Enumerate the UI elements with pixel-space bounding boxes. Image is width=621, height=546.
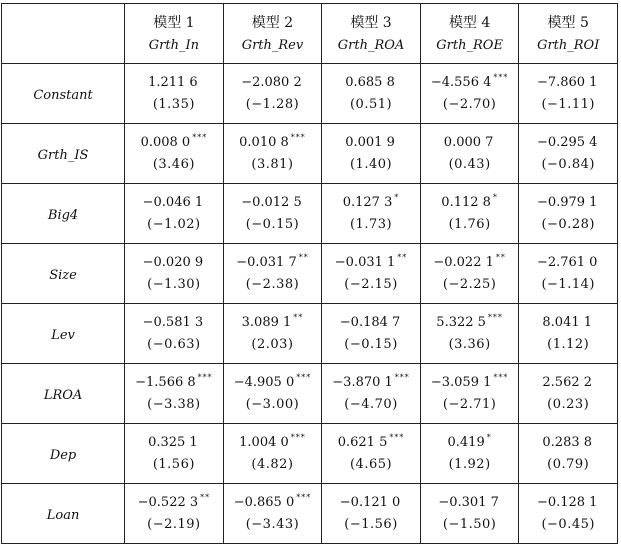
significance-stars: *** — [290, 433, 306, 443]
table-body — [2, 4, 618, 544]
coefficient-value: −2.080 2 — [241, 74, 302, 90]
coefficient-line — [519, 134, 617, 152]
significance-stars: *** — [296, 493, 312, 503]
coefficient-value: 0.419 — [447, 434, 485, 450]
coefficient-value: 5.322 5 — [436, 314, 486, 330]
coefficient-value: 1.211 6 — [148, 74, 198, 90]
table-row — [2, 124, 618, 184]
t-statistic: (4.82) — [251, 456, 294, 472]
coefficient-line — [421, 374, 519, 392]
coefficient-value: 0.127 3 — [342, 194, 393, 210]
t-statistic: (−4.70) — [344, 396, 398, 412]
table-row — [2, 244, 618, 304]
t-statistic: (−3.43) — [245, 516, 300, 532]
estimate-cell — [420, 484, 519, 544]
coefficient-line — [224, 134, 322, 152]
estimate-cell — [125, 244, 224, 304]
coefficient-value: 2.562 2 — [542, 374, 593, 390]
t-statistic: (−0.63) — [147, 336, 201, 352]
t-statistic: (3.36) — [448, 336, 491, 352]
t-statistic: (3.46) — [152, 156, 195, 172]
coefficient-value: −2.761 0 — [536, 254, 598, 270]
coefficient-line — [224, 434, 322, 452]
significance-stars: * — [394, 193, 400, 203]
estimate-cell — [223, 364, 322, 424]
variable-name: Lev — [51, 328, 75, 343]
dependent-variable: Grth_Rev — [241, 37, 304, 53]
coefficient-value: 0.325 1 — [148, 434, 198, 450]
t-statistic: (1.76) — [448, 216, 491, 232]
coefficient-line — [421, 434, 519, 452]
coefficient-line — [224, 254, 322, 272]
t-statistic: (−0.45) — [541, 516, 595, 532]
estimate-cell — [322, 484, 421, 544]
estimate-cell — [519, 364, 618, 424]
coefficient-value: −4.556 4 — [430, 74, 492, 90]
model-title: 模型 5 — [547, 14, 589, 31]
t-statistic: (1.40) — [349, 156, 393, 172]
coefficient-line — [322, 74, 420, 92]
coefficient-line — [224, 194, 322, 212]
coefficient-value: −0.128 1 — [536, 494, 598, 510]
estimate-cell — [519, 64, 618, 124]
coefficient-value: 3.089 1 — [241, 314, 292, 330]
coefficient-line — [125, 194, 223, 212]
coefficient-line — [224, 374, 322, 392]
coefficient-value: −0.031 7 — [236, 254, 297, 270]
estimate-cell — [223, 424, 322, 484]
significance-stars: *** — [290, 133, 306, 143]
estimate-cell — [223, 244, 322, 304]
coefficient-line — [519, 194, 617, 212]
coefficient-line — [421, 194, 519, 212]
variable-name: Dep — [49, 448, 77, 463]
coefficient-line — [519, 314, 617, 332]
coefficient-value: −0.865 0 — [233, 494, 295, 510]
significance-stars: *** — [487, 313, 503, 323]
coefficient-value: −0.301 7 — [438, 494, 499, 510]
coefficient-line — [519, 254, 617, 272]
estimate-cell — [322, 364, 421, 424]
coefficient-value: 0.112 8 — [441, 194, 491, 210]
coefficient-value: 0.621 5 — [337, 434, 388, 450]
estimate-cell — [322, 304, 421, 364]
variable-name-cell — [2, 424, 125, 484]
estimate-cell — [519, 124, 618, 184]
model-header — [125, 4, 224, 64]
coefficient-value: −0.022 1 — [433, 254, 494, 270]
significance-stars: ** — [298, 253, 309, 263]
t-statistic: (0.51) — [349, 96, 393, 112]
variable-name: Size — [49, 268, 77, 283]
variable-name: Constant — [33, 88, 93, 103]
significance-stars: *** — [389, 433, 405, 443]
coefficient-value: 8.041 1 — [542, 314, 593, 330]
variable-name-cell — [2, 364, 125, 424]
t-statistic: (−2.71) — [442, 396, 497, 412]
significance-stars: * — [492, 193, 498, 203]
table-row — [2, 64, 618, 124]
variable-name-cell — [2, 304, 125, 364]
estimate-cell — [125, 64, 224, 124]
t-statistic: (−0.15) — [344, 336, 398, 352]
coefficient-line — [322, 134, 420, 152]
t-statistic: (2.03) — [251, 336, 294, 352]
estimate-cell — [420, 364, 519, 424]
coefficient-line — [125, 74, 223, 92]
estimate-cell — [322, 184, 421, 244]
coefficient-line — [322, 374, 420, 392]
coefficient-line — [125, 434, 223, 452]
variable-name: Grth_IS — [37, 148, 89, 163]
coefficient-line — [125, 134, 223, 152]
t-statistic: (−1.30) — [147, 276, 201, 292]
table-row — [2, 424, 618, 484]
estimate-cell — [223, 124, 322, 184]
significance-stars: ** — [293, 313, 304, 323]
coefficient-line — [519, 74, 617, 92]
dependent-variable: Grth_ROI — [537, 37, 600, 53]
coefficient-value: −0.979 1 — [536, 194, 598, 210]
table-row — [2, 484, 618, 544]
coefficient-line — [322, 434, 420, 452]
t-statistic: (0.43) — [448, 156, 491, 172]
coefficient-value: −0.522 3 — [137, 494, 199, 510]
variable-name-cell — [2, 244, 125, 304]
t-statistic: (1.73) — [349, 216, 393, 232]
model-title: 模型 2 — [251, 14, 294, 31]
coefficient-value: 0.685 8 — [345, 74, 395, 90]
t-statistic: (−3.00) — [245, 396, 300, 412]
coefficient-value: 0.283 8 — [542, 434, 593, 450]
coefficient-value: −4.905 0 — [233, 374, 295, 390]
coefficient-value: −1.566 8 — [135, 374, 196, 390]
coefficient-value: −0.012 5 — [241, 194, 302, 210]
significance-stars: *** — [296, 373, 312, 383]
header-row — [2, 4, 618, 64]
estimate-cell — [125, 184, 224, 244]
t-statistic: (1.92) — [448, 456, 491, 472]
coefficient-line — [125, 494, 223, 512]
variable-name-cell — [2, 484, 125, 544]
estimate-cell — [125, 124, 224, 184]
significance-stars: *** — [493, 73, 509, 83]
t-statistic: (−2.25) — [442, 276, 497, 292]
model-header — [223, 4, 322, 64]
coefficient-line — [421, 254, 519, 272]
coefficient-line — [125, 374, 223, 392]
model-header — [420, 4, 519, 64]
significance-stars: ** — [200, 493, 211, 503]
coefficient-line — [224, 74, 322, 92]
dependent-variable: Grth_ROE — [436, 37, 503, 53]
coefficient-value: −0.046 1 — [142, 194, 204, 210]
t-statistic: (0.23) — [547, 396, 590, 412]
estimate-cell — [420, 124, 519, 184]
t-statistic: (−0.15) — [245, 216, 300, 232]
estimate-cell — [125, 364, 224, 424]
estimate-cell — [519, 244, 618, 304]
estimate-cell — [223, 64, 322, 124]
estimate-cell — [223, 304, 322, 364]
dependent-variable: Grth_ROA — [337, 37, 405, 53]
significance-stars: ** — [397, 253, 408, 263]
t-statistic: (−2.19) — [147, 516, 201, 532]
t-statistic: (−2.15) — [344, 276, 398, 292]
coefficient-line — [322, 194, 420, 212]
coefficient-line — [519, 494, 617, 512]
estimate-cell — [420, 244, 519, 304]
estimate-cell — [125, 304, 224, 364]
t-statistic: (3.81) — [251, 156, 294, 172]
coefficient-value: 0.008 0 — [140, 134, 191, 150]
coefficient-line — [519, 374, 617, 392]
estimate-cell — [519, 304, 618, 364]
table-row — [2, 364, 618, 424]
variable-name: Big4 — [47, 208, 79, 223]
model-header — [519, 4, 618, 64]
estimate-cell — [519, 484, 618, 544]
estimate-cell — [322, 424, 421, 484]
estimate-cell — [322, 64, 421, 124]
estimate-cell — [420, 184, 519, 244]
variable-name: Loan — [46, 508, 80, 523]
estimate-cell — [420, 64, 519, 124]
estimate-cell — [420, 424, 519, 484]
t-statistic: (−0.84) — [541, 156, 595, 172]
coefficient-value: −0.020 9 — [142, 254, 204, 270]
coefficient-line — [421, 134, 519, 152]
estimate-cell — [125, 484, 224, 544]
estimate-cell — [223, 484, 322, 544]
variable-name-cell — [2, 124, 125, 184]
coefficient-value: −0.121 0 — [339, 494, 401, 510]
table-row — [2, 184, 618, 244]
t-statistic: (−1.50) — [442, 516, 497, 532]
coefficient-value: −0.184 7 — [339, 314, 401, 330]
coefficient-line — [224, 314, 322, 332]
coefficient-line — [224, 494, 322, 512]
model-title: 模型 3 — [350, 14, 392, 31]
coefficient-value: 0.010 8 — [239, 134, 289, 150]
significance-stars: ** — [495, 253, 506, 263]
coefficient-line — [125, 254, 223, 272]
estimate-cell — [519, 184, 618, 244]
dependent-variable: Grth_In — [148, 37, 199, 53]
coefficient-value: −3.059 1 — [430, 374, 492, 390]
variable-name-cell — [2, 64, 125, 124]
t-statistic: (−1.14) — [541, 276, 595, 292]
model-title: 模型 4 — [448, 14, 491, 31]
coefficient-value: −0.581 3 — [142, 314, 204, 330]
t-statistic: (−3.38) — [147, 396, 201, 412]
significance-stars: *** — [197, 373, 213, 383]
coefficient-line — [322, 254, 420, 272]
significance-stars: * — [486, 433, 492, 443]
variable-name: LROA — [43, 388, 83, 403]
significance-stars: *** — [192, 133, 208, 143]
t-statistic: (1.56) — [152, 456, 195, 472]
coefficient-value: −0.295 4 — [536, 134, 598, 150]
coefficient-value: 1.004 0 — [239, 434, 289, 450]
model-title: 模型 1 — [153, 14, 195, 31]
t-statistic: (−1.11) — [541, 96, 595, 112]
coefficient-value: −3.870 1 — [332, 374, 393, 390]
significance-stars: *** — [394, 373, 410, 383]
coefficient-value: −7.860 1 — [536, 74, 598, 90]
t-statistic: (−1.28) — [245, 96, 300, 112]
coefficient-value: 0.001 9 — [345, 134, 395, 150]
estimate-cell — [223, 184, 322, 244]
t-statistic: (−0.28) — [541, 216, 595, 232]
coefficient-line — [519, 434, 617, 452]
model-header — [322, 4, 421, 64]
regression-results-table — [1, 3, 618, 544]
t-statistic: (−1.02) — [147, 216, 201, 232]
t-statistic: (−2.38) — [245, 276, 300, 292]
t-statistic: (0.79) — [547, 456, 590, 472]
table-row — [2, 304, 618, 364]
coefficient-value: −0.031 1 — [334, 254, 396, 270]
coefficient-line — [421, 494, 519, 512]
coefficient-line — [421, 314, 519, 332]
coefficient-value: 0.000 7 — [443, 134, 494, 150]
coefficient-line — [125, 314, 223, 332]
estimate-cell — [322, 244, 421, 304]
estimate-cell — [519, 424, 618, 484]
estimate-cell — [322, 124, 421, 184]
significance-stars: *** — [493, 373, 509, 383]
corner-cell — [2, 4, 125, 64]
coefficient-line — [322, 314, 420, 332]
estimate-cell — [125, 424, 224, 484]
t-statistic: (1.35) — [152, 96, 195, 112]
coefficient-line — [421, 74, 519, 92]
t-statistic: (1.12) — [547, 336, 590, 352]
variable-name-cell — [2, 184, 125, 244]
t-statistic: (4.65) — [349, 456, 393, 472]
coefficient-line — [322, 494, 420, 512]
estimate-cell — [420, 304, 519, 364]
t-statistic: (−2.70) — [442, 96, 497, 112]
t-statistic: (−1.56) — [344, 516, 398, 532]
